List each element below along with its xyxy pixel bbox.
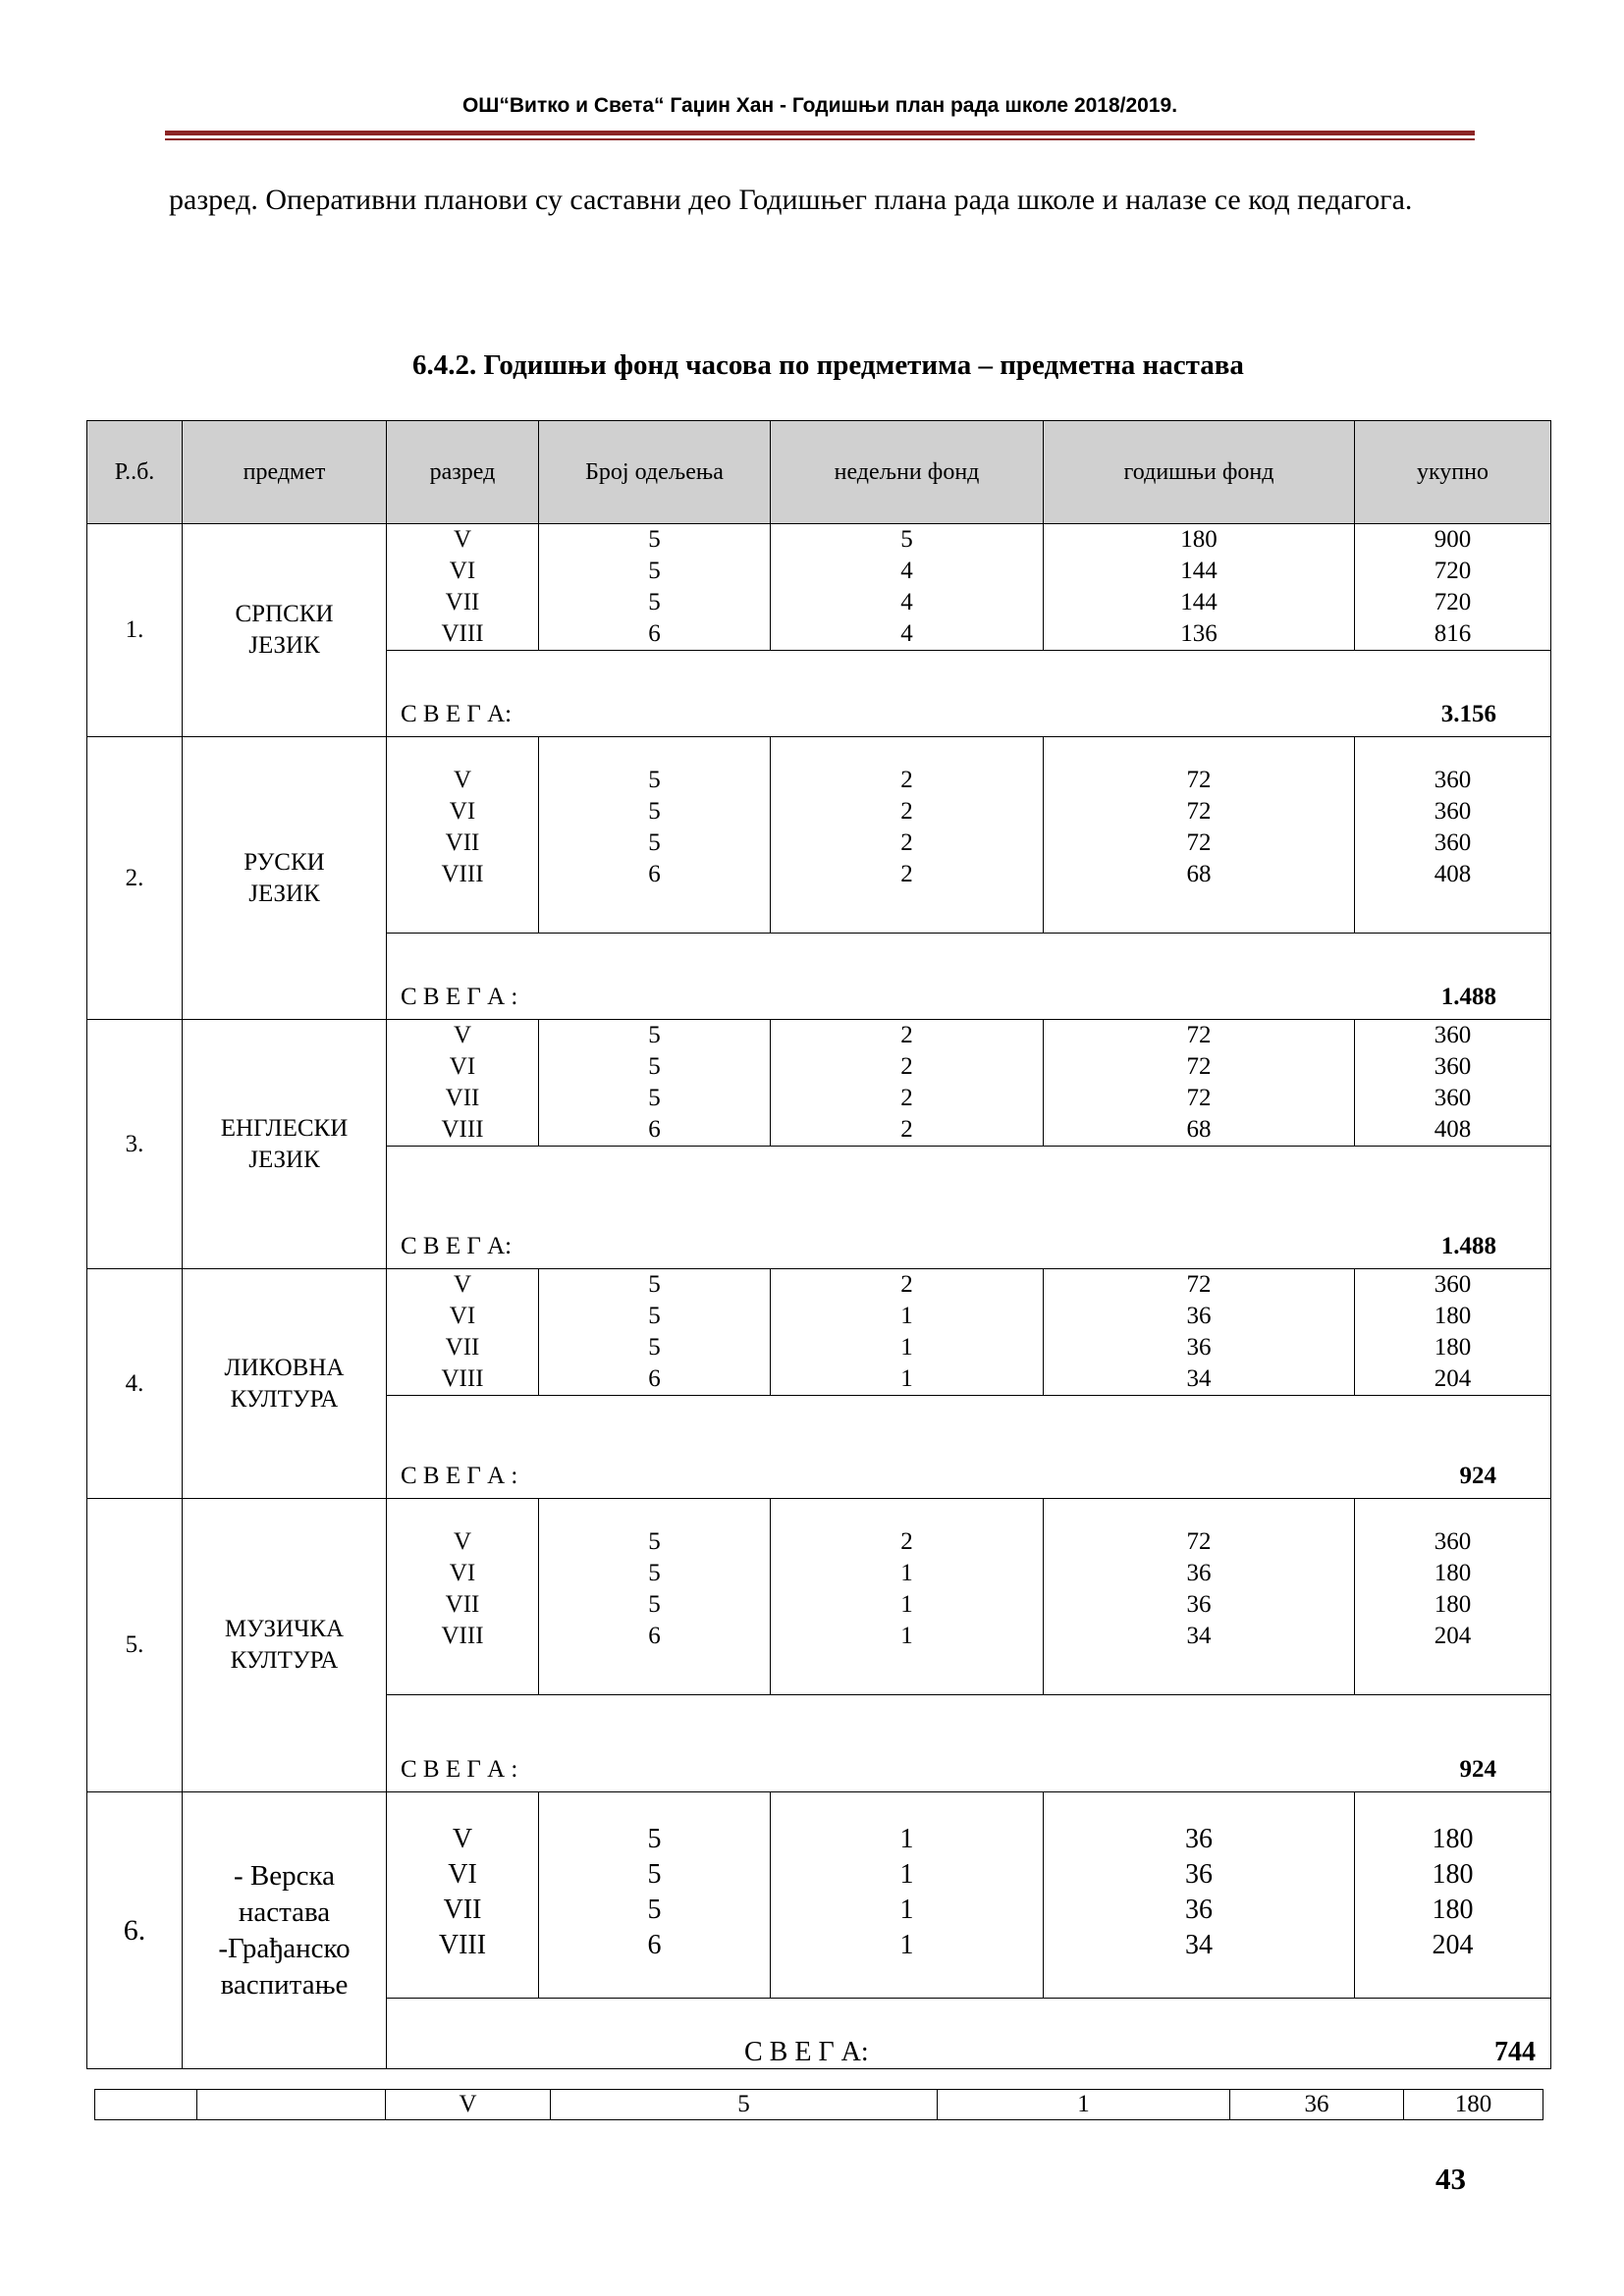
cell-value: VIII [441, 1116, 484, 1143]
yearly-list [1044, 1020, 1355, 1147]
svega-total: 924 [1459, 1756, 1496, 1783]
subject-line: ЛИКОВНА [224, 1354, 345, 1381]
page-number: 43 [1435, 2162, 1466, 2196]
table-row [87, 1499, 1551, 1695]
cell-value: VI [449, 558, 476, 584]
cell-value: V [453, 1528, 472, 1555]
cell-value: 360 [1434, 1085, 1472, 1111]
cell-value: V [452, 1824, 473, 1854]
cell-value: 5 [648, 1053, 661, 1080]
cell-value: 5 [648, 558, 661, 584]
table-cell: V [386, 2090, 551, 2120]
cell-value: 180 [1434, 1560, 1472, 1586]
cell-value: 34 [1186, 1623, 1212, 1649]
classes-list [539, 524, 771, 651]
svega-label: С В Е Г А : [401, 1756, 518, 1783]
cell-value: 4 [900, 620, 913, 647]
cell-value: 5 [648, 1334, 661, 1361]
cell-value: 5 [648, 1591, 661, 1618]
col-header-grade: разред [387, 421, 539, 524]
cell-value: 408 [1434, 1116, 1472, 1143]
cell-value: 5 [648, 829, 661, 856]
svega-total: 3.156 [1440, 701, 1496, 727]
yearly-list [1044, 1792, 1355, 1999]
cell-value: V [453, 1022, 472, 1048]
svega-cell [387, 934, 1551, 1020]
row-number: 4. [87, 1269, 183, 1499]
cell-value: 360 [1434, 767, 1472, 793]
subject-line: СРПСКИ [235, 601, 334, 627]
cell-value: 5 [648, 1560, 661, 1586]
classes-list [539, 737, 771, 934]
cell-value: 68 [1186, 1116, 1212, 1143]
svega-total: 1.488 [1440, 1233, 1496, 1259]
cell-value: 5 [648, 589, 661, 615]
cell-value: VII [445, 829, 480, 856]
cell-value: 204 [1432, 1930, 1474, 1960]
subject-line: ЕНГЛЕСКИ [220, 1114, 349, 1142]
cell-value: 360 [1434, 1022, 1472, 1048]
cell-value: 1 [899, 1895, 914, 1925]
cell-value: VI [449, 1303, 476, 1329]
table-row [87, 737, 1551, 934]
svega-cell [387, 651, 1551, 737]
cell-value: 360 [1434, 798, 1472, 825]
classes-list [539, 1269, 771, 1396]
cell-value: 180 [1432, 1859, 1474, 1890]
cell-value: 180 [1432, 1824, 1474, 1854]
cell-value: 6 [648, 620, 661, 647]
cell-value: 204 [1434, 1365, 1472, 1392]
cell-value: 2 [900, 1116, 913, 1143]
col-header-total: укупно [1355, 421, 1551, 524]
subject-line: ЈЕЗИК [248, 632, 320, 659]
cell-value: 5 [648, 1022, 661, 1048]
cell-value: 6 [647, 1930, 662, 1960]
cell-value: 36 [1186, 1591, 1212, 1618]
total-list [1355, 1499, 1551, 1695]
cell-value: V [453, 526, 472, 553]
cell-value: 6 [648, 1623, 661, 1649]
cell-value: 72 [1186, 767, 1212, 793]
grade-list [387, 737, 539, 934]
cell-value: 36 [1185, 1895, 1213, 1925]
subject-line: ЈЕЗИК [248, 1146, 320, 1173]
subject-name [183, 1020, 387, 1269]
cell-value: 4 [900, 558, 913, 584]
continuation-row-table [94, 2089, 1543, 2120]
cell-value: 180 [1434, 1303, 1472, 1329]
cell-value: V [453, 767, 472, 793]
cell-value: 360 [1434, 1053, 1472, 1080]
cell-value: 34 [1185, 1930, 1213, 1960]
subject-line: васпитање [220, 1968, 349, 2001]
subject-line: МУЗИЧКА [224, 1616, 345, 1642]
cell-value: 5 [647, 1859, 662, 1890]
cell-value: 5 [648, 1303, 661, 1329]
cell-value: 2 [900, 861, 913, 887]
cell-value: 5 [648, 1085, 661, 1111]
cell-value: 136 [1180, 620, 1218, 647]
subject-line: КУЛТУРА [230, 1647, 339, 1674]
cell-value: 2 [900, 1271, 913, 1298]
table-cell: 180 [1404, 2090, 1543, 2120]
cell-value: 1 [900, 1560, 913, 1586]
cell-value: 2 [900, 1085, 913, 1111]
row-number: 1. [87, 524, 183, 737]
cell-value: 36 [1186, 1334, 1212, 1361]
svega-label: С В Е Г А: [401, 1233, 513, 1259]
grade-list [387, 1269, 539, 1396]
weekly-list [771, 737, 1044, 934]
cell-value: 144 [1180, 558, 1218, 584]
subject-line: ЈЕЗИК [248, 880, 320, 907]
yearly-list [1044, 1499, 1355, 1695]
cell-value: 360 [1434, 829, 1472, 856]
svega-cell [387, 1695, 1551, 1792]
cell-value: VIII [441, 1623, 484, 1649]
subject-name [183, 1499, 387, 1792]
cell-value: VIII [441, 620, 484, 647]
cell-value: 72 [1186, 1085, 1212, 1111]
cell-value: 4 [900, 589, 913, 615]
cell-value: VII [445, 589, 480, 615]
table-row [95, 2090, 1543, 2120]
weekly-list [771, 1499, 1044, 1695]
row-number: 5. [87, 1499, 183, 1792]
cell-value: 68 [1186, 861, 1212, 887]
cell-value: 5 [648, 526, 661, 553]
cell-value: 1 [899, 1859, 914, 1890]
cell-value: V [453, 1271, 472, 1298]
cell-value: 1 [900, 1623, 913, 1649]
cell-value: VI [449, 1053, 476, 1080]
table-row [87, 1792, 1551, 1999]
cell-value: 900 [1434, 526, 1472, 553]
grade-list [387, 1792, 539, 1999]
cell-value: 2 [900, 829, 913, 856]
cell-value: 2 [900, 1528, 913, 1555]
cell-value: 204 [1434, 1623, 1472, 1649]
cell-value: 180 [1432, 1895, 1474, 1925]
cell-value: 6 [648, 1116, 661, 1143]
cell-value: 2 [900, 767, 913, 793]
row-number: 6. [87, 1792, 183, 2069]
table-row [87, 524, 1551, 651]
cell-value: 2 [900, 798, 913, 825]
svega-total: 1.488 [1440, 984, 1496, 1010]
cell-value: VII [445, 1591, 480, 1618]
section-title: 6.4.2. Годишњи фонд часова по предметима – предметна настава [412, 349, 1244, 381]
subject-line: - Верска [233, 1859, 335, 1892]
total-list [1355, 524, 1551, 651]
yearly-list [1044, 524, 1355, 651]
cell-value: VIII [438, 1930, 487, 1960]
subject-line: настава [238, 1896, 331, 1928]
cell-value: 72 [1186, 1271, 1212, 1298]
cell-value: 5 [648, 798, 661, 825]
cell-value: 360 [1434, 1528, 1472, 1555]
header-rule-thin [165, 138, 1475, 140]
hours-table [86, 420, 1551, 2069]
table-cell: 1 [938, 2090, 1230, 2120]
classes-list [539, 1020, 771, 1147]
cell-value: 144 [1180, 589, 1218, 615]
cell-value: 6 [648, 861, 661, 887]
classes-list [539, 1792, 771, 1999]
subject-name [183, 1792, 387, 2069]
cell-value: 36 [1185, 1859, 1213, 1890]
cell-value: VII [443, 1895, 482, 1925]
cell-value: 408 [1434, 861, 1472, 887]
total-list [1355, 1269, 1551, 1396]
weekly-list [771, 524, 1044, 651]
col-header-rb: Р..б. [87, 421, 183, 524]
cell-value: 1 [900, 1303, 913, 1329]
cell-value: 360 [1434, 1271, 1472, 1298]
svega-cell [387, 1999, 1551, 2069]
cell-value: VIII [441, 861, 484, 887]
cell-value: 720 [1434, 589, 1472, 615]
subject-name [183, 737, 387, 1020]
cell-value: 2 [900, 1022, 913, 1048]
col-header-yearly: годишњи фонд [1044, 421, 1355, 524]
cell-value: 1 [900, 1591, 913, 1618]
classes-list [539, 1499, 771, 1695]
svega-label: С В Е Г А : [401, 1463, 518, 1489]
cell-value: 816 [1434, 620, 1472, 647]
cell-value: 72 [1186, 798, 1212, 825]
cell-value: VII [445, 1085, 480, 1111]
weekly-list [771, 1020, 1044, 1147]
header-rule [165, 131, 1475, 135]
cell-value: VI [449, 1560, 476, 1586]
svega-label: С В Е Г А: [744, 2037, 869, 2067]
table-cell: 5 [551, 2090, 938, 2120]
total-list [1355, 737, 1551, 934]
cell-value: 180 [1434, 1334, 1472, 1361]
cell-value: 72 [1186, 1528, 1212, 1555]
cell-value: 36 [1185, 1824, 1213, 1854]
cell-value: 180 [1180, 526, 1218, 553]
row-number: 3. [87, 1020, 183, 1269]
subject-name [183, 524, 387, 737]
subject-line: -Грађанско [218, 1932, 351, 1964]
cell-value: 5 [900, 526, 913, 553]
svega-total: 924 [1459, 1463, 1496, 1489]
cell-value: 36 [1186, 1560, 1212, 1586]
svega-label: С В Е Г А : [401, 984, 518, 1010]
svega-cell [387, 1147, 1551, 1269]
cell-value: 5 [648, 767, 661, 793]
cell-value: 5 [648, 1528, 661, 1555]
cell-value: 5 [647, 1895, 662, 1925]
cell-value: 72 [1186, 1022, 1212, 1048]
table-header-row [87, 421, 1551, 524]
col-header-classes: Број одељења [539, 421, 771, 524]
cell-value: 5 [648, 1271, 661, 1298]
cell-value: 72 [1186, 829, 1212, 856]
svega-cell [387, 1396, 1551, 1499]
subject-line: КУЛТУРА [230, 1385, 339, 1413]
table-cell [95, 2090, 197, 2120]
weekly-list [771, 1269, 1044, 1396]
intro-paragraph: разред. Оперативни планови су саставни део Годишњег плана рада школе и налазе се код педагога. [169, 184, 1413, 216]
subject-name [183, 1269, 387, 1499]
grade-list [387, 1499, 539, 1695]
cell-value: VII [445, 1334, 480, 1361]
yearly-list [1044, 737, 1355, 934]
cell-value: 1 [900, 1334, 913, 1361]
cell-value: 1 [899, 1824, 914, 1854]
yearly-list [1044, 1269, 1355, 1396]
cell-value: 6 [648, 1365, 661, 1392]
cell-value: VIII [441, 1365, 484, 1392]
cell-value: VI [448, 1859, 477, 1890]
table-row [87, 1020, 1551, 1147]
cell-value: VI [449, 798, 476, 825]
cell-value: 2 [900, 1053, 913, 1080]
weekly-list [771, 1792, 1044, 1999]
total-list [1355, 1020, 1551, 1147]
col-header-subject: предмет [183, 421, 387, 524]
cell-value: 1 [900, 1365, 913, 1392]
subject-line: РУСКИ [244, 848, 325, 876]
cell-value: 1 [899, 1930, 914, 1960]
table-cell: 36 [1230, 2090, 1404, 2120]
grade-list [387, 524, 539, 651]
table-cell [197, 2090, 386, 2120]
col-header-weekly: недељни фонд [771, 421, 1044, 524]
cell-value: 36 [1186, 1303, 1212, 1329]
cell-value: 5 [647, 1824, 662, 1854]
grade-list [387, 1020, 539, 1147]
cell-value: 34 [1186, 1365, 1212, 1392]
cell-value: 180 [1434, 1591, 1472, 1618]
table-row [87, 1269, 1551, 1396]
row-number: 2. [87, 737, 183, 1020]
page-header: ОШ“Витко и Света“ Гаџин Хан - Годишњи план рада школе 2018/2019. [461, 94, 1178, 117]
svega-label: С В Е Г А: [401, 701, 513, 727]
cell-value: 720 [1434, 558, 1472, 584]
svega-total: 744 [1494, 2037, 1536, 2067]
total-list [1355, 1792, 1551, 1999]
cell-value: 72 [1186, 1053, 1212, 1080]
